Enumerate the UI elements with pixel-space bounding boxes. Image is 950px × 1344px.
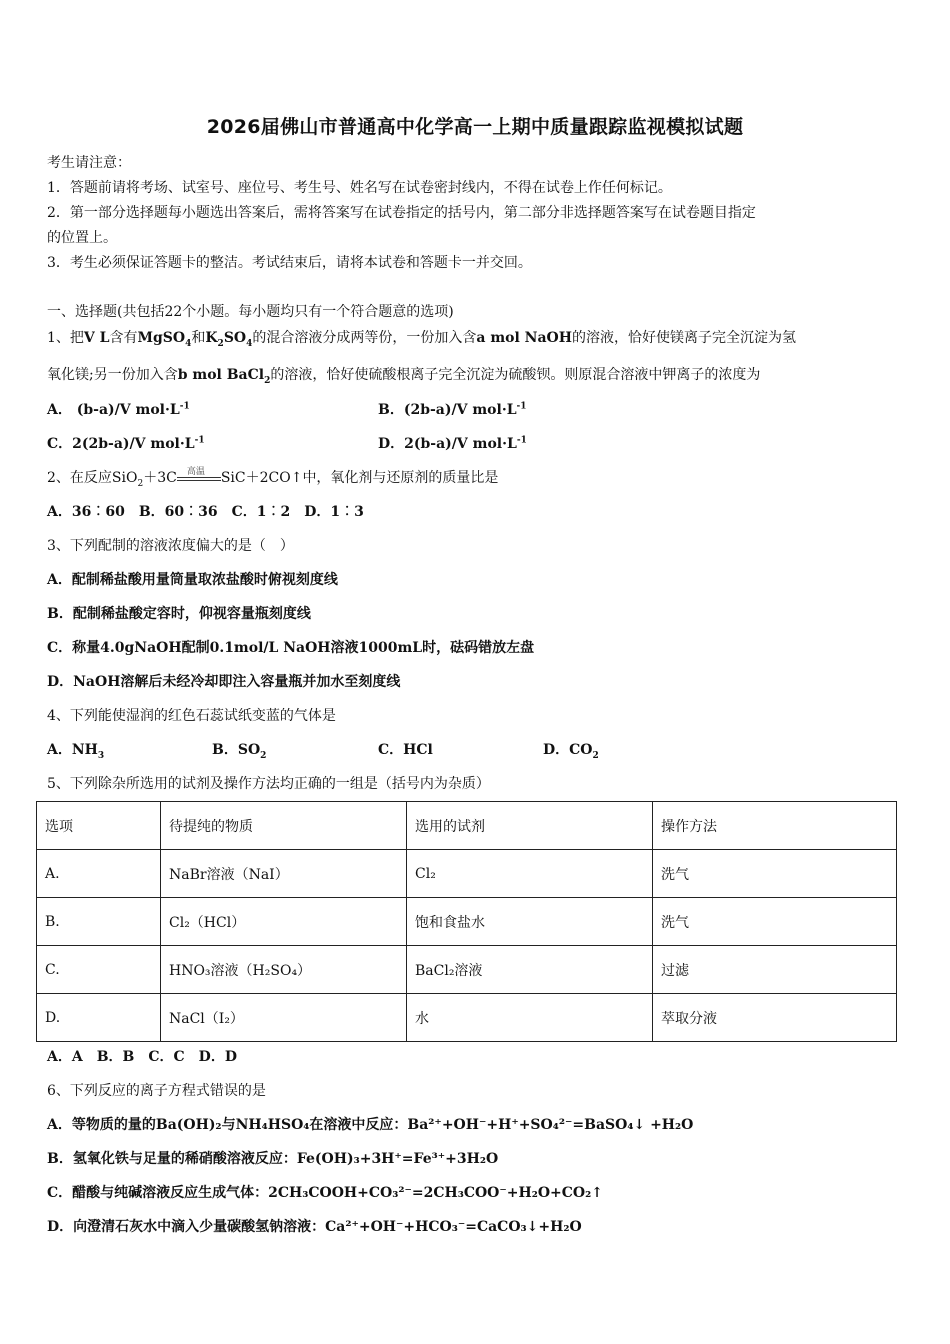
table-cell: NaCl（I₂）: [161, 994, 407, 1042]
table-cell: 水: [407, 994, 653, 1042]
question-4-option-b[interactable]: B．$SO_2$: [212, 742, 267, 761]
question-1-option-a[interactable]: A． (b-a)/V $mol\cdot L^{-1}$: [47, 401, 190, 418]
question-3-option-c[interactable]: C．称量4.0gNaOH配制0.1mol/L NaOH溶液1000mL时，砝码错放左盘: [47, 640, 535, 656]
question-6-stem: 6、下列反应的离子方程式错误的是: [47, 1083, 266, 1099]
question-4-stem: 4、下列能使湿润的红色石蕊试纸变蓝的气体是: [47, 708, 336, 724]
table-cell: NaBr溶液（NaI）: [161, 850, 407, 898]
table-header-cell: 待提纯的物质: [161, 802, 407, 850]
question-4-option-c[interactable]: C．HCl: [378, 742, 433, 758]
question-6-option-c[interactable]: C．醋酸与纯碱溶液反应生成气体：2CH₃COOH+CO₃²⁻=2CH₃COO⁻+H₂O+CO₂↑: [47, 1185, 603, 1201]
table-row: [37, 898, 897, 946]
notice-heading: 考生请注意：: [47, 155, 131, 171]
table-cell: B.: [37, 898, 161, 946]
table-row: [37, 946, 897, 994]
question-1-stem: 1、把V L含有MgSO$_4$和$K_2SO_4$的混合溶液分成两等份，一份加入含a mol NaOH的溶液，恰好使镁离子完全沉淀为氢: [47, 330, 796, 349]
table-cell: 洗气: [653, 850, 897, 898]
reaction-condition-arrow: 高温: [177, 470, 221, 484]
table-cell: BaCl₂溶液: [407, 946, 653, 994]
question-5-table: [36, 801, 897, 1042]
question-3-option-d[interactable]: D．NaOH溶解后未经冷却即注入容量瓶并加水至刻度线: [47, 674, 401, 690]
question-3-option-b[interactable]: B．配制稀盐酸定容时，仰视容量瓶刻度线: [47, 606, 311, 622]
notice-item-1: 1．答题前请将考场、试室号、座位号、考生号、姓名写在试卷密封线内，不得在试卷上作任何标记。: [47, 180, 672, 196]
question-2-options[interactable]: A．36︰60 B．60︰36 C．1︰2 D．1︰3: [47, 504, 364, 520]
question-5-stem: 5、下列除杂所选用的试剂及操作方法均正确的一组是（括号内为杂质）: [47, 776, 490, 792]
notice-item-2-cont: 的位置上。: [47, 230, 117, 246]
question-1-option-d[interactable]: D．2(b-a)/V $mol\cdot L^{-1}$: [378, 435, 527, 452]
question-3-option-a[interactable]: A．配制稀盐酸用量筒量取浓盐酸时俯视刻度线: [47, 572, 338, 588]
table-cell: 洗气: [653, 898, 897, 946]
table-cell: 饱和食盐水: [407, 898, 653, 946]
table-cell: 萃取分液: [653, 994, 897, 1042]
table-cell: Cl₂: [407, 850, 653, 898]
notice-item-3: 3．考生必须保证答题卡的整洁。考试结束后，请将本试卷和答题卡一并交回。: [47, 255, 532, 271]
notice-item-2: 2．第一部分选择题每小题选出答案后，需将答案写在试卷指定的括号内，第二部分非选择题答案写在试卷题目指定: [47, 205, 756, 221]
table-cell: Cl₂（HCl）: [161, 898, 407, 946]
question-1-option-b[interactable]: B．(2b-a)/V $mol\cdot L^{-1}$: [378, 401, 527, 418]
question-1-stem-cont: 氧化镁;另一份加入含b mol BaCl$_2$的溶液，恰好使硫酸根离子完全沉淀为硫酸钡。则原混合溶液中钾离子的浓度为: [47, 367, 761, 386]
page-title: 2026届佛山市普通高中化学高一上期中质量跟踪监视模拟试题: [206, 116, 744, 138]
table-cell: D.: [37, 994, 161, 1042]
question-1-option-c[interactable]: C．2(2b-a)/V $mol\cdot L^{-1}$: [47, 435, 205, 452]
table-cell: A.: [37, 850, 161, 898]
table-header-cell: 选用的试剂: [407, 802, 653, 850]
table-row: [37, 850, 897, 898]
table-cell: HNO₃溶液（H₂SO₄）: [161, 946, 407, 994]
question-6-option-d[interactable]: D．向澄清石灰水中滴入少量碳酸氢钠溶液：Ca²⁺+OH⁻+HCO₃⁻=CaCO₃↓+H₂O: [47, 1219, 582, 1235]
question-6-option-b[interactable]: B．氢氧化铁与足量的稀硝酸溶液反应：Fe(OH)₃+3H⁺=Fe³⁺+3H₂O: [47, 1151, 499, 1167]
question-2-stem: 2、在反应SiO$_2$＋3C 高温 SiC＋2CO↑中，氧化剂与还原剂的质量比是: [47, 467, 499, 489]
table-header-row: [37, 802, 897, 850]
table-header-cell: 选项: [37, 802, 161, 850]
question-6-option-a[interactable]: A．等物质的量的Ba(OH)₂与NH₄HSO₄在溶液中反应：Ba²⁺+OH⁻+H⁺+SO₄²⁻=BaSO₄↓ +H₂O: [47, 1117, 694, 1133]
table-row: [37, 994, 897, 1042]
table-header-cell: 操作方法: [653, 802, 897, 850]
table-cell: C.: [37, 946, 161, 994]
table-cell: 过滤: [653, 946, 897, 994]
section-heading: 一、选择题(共包括22个小题。每小题均只有一个符合题意的选项): [47, 304, 454, 320]
question-5-options[interactable]: A．A B．B C．C D．D: [47, 1049, 237, 1065]
question-3-stem: 3、下列配制的溶液浓度偏大的是（ ）: [47, 538, 294, 554]
question-4-option-d[interactable]: D．$CO_2$: [543, 742, 599, 761]
question-4-option-a[interactable]: A．$NH_3$: [47, 742, 105, 761]
